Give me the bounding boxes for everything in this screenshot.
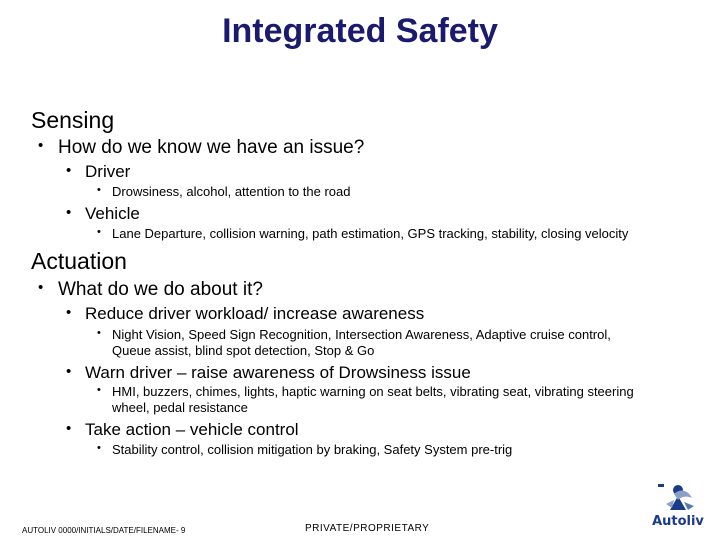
actuation-detail-reduce-workload-line2: Queue assist, blind spot detection, Stop & Go — [112, 343, 375, 358]
actuation-question: What do we do about it? — [58, 279, 263, 300]
bullet: • — [97, 384, 101, 396]
bullet: • — [66, 363, 72, 380]
sensing-item-vehicle: Vehicle — [85, 204, 140, 223]
bullet: • — [66, 204, 72, 221]
bullet: • — [66, 162, 72, 179]
footer-classification: PRIVATE/PROPRIETARY — [305, 523, 430, 534]
section-heading-sensing: Sensing — [31, 107, 115, 133]
bullet: • — [97, 184, 101, 196]
bullet: • — [66, 420, 72, 437]
actuation-item-reduce-workload: Reduce driver workload/ increase awareness — [85, 304, 425, 323]
actuation-item-warn-driver: Warn driver – raise awareness of Drowsiness issue — [85, 363, 471, 382]
bullet: • — [66, 304, 72, 321]
autoliv-logo — [648, 480, 708, 532]
sensing-item-driver: Driver — [85, 162, 131, 181]
sensing-question: How do we know we have an issue? — [58, 137, 365, 158]
footer-document-id: AUTOLIV 0000/INITIALS/DATE/FILENAME- 9 — [22, 526, 186, 535]
actuation-item-take-action: Take action – vehicle control — [85, 420, 299, 439]
bullet: • — [97, 327, 101, 339]
section-heading-actuation: Actuation — [31, 248, 127, 274]
autoliv-logo-icon — [648, 480, 708, 514]
slide-title: Integrated Safety — [222, 12, 498, 50]
logo-wordmark: Autoliv — [652, 514, 704, 529]
sensing-detail-driver: Drowsiness, alcohol, attention to the road — [112, 184, 351, 199]
sensing-detail-vehicle: Lane Departure, collision warning, path estimation, GPS tracking, stability, closing velocity — [112, 226, 629, 241]
bullet: • — [38, 137, 44, 154]
bullet: • — [97, 442, 101, 454]
actuation-detail-warn-driver-line2: wheel, pedal resistance — [112, 400, 248, 415]
actuation-detail-warn-driver-line1: HMI, buzzers, chimes, lights, haptic warning on seat belts, vibrating seat, vibrating steering — [112, 384, 634, 399]
bullet: • — [97, 226, 101, 238]
actuation-detail-reduce-workload-line1: Night Vision, Speed Sign Recognition, Intersection Awareness, Adaptive cruise control, — [112, 327, 611, 342]
actuation-detail-take-action: Stability control, collision mitigation by braking, Safety System pre-trig — [112, 442, 513, 457]
bullet: • — [38, 279, 44, 296]
